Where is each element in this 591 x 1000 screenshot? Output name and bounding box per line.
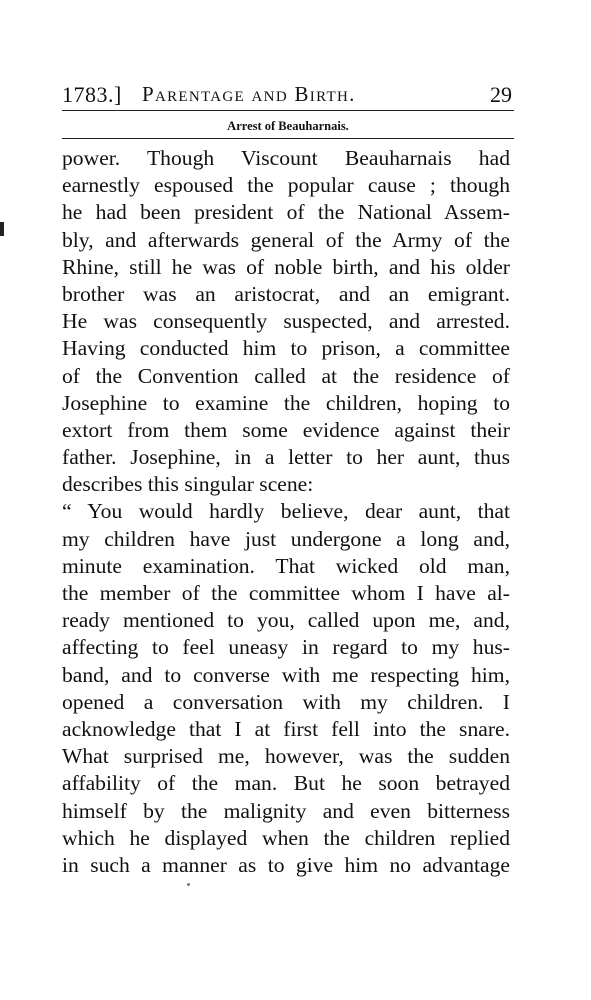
- text-line: Rhine, still he was of noble birth, and his older: [62, 254, 510, 279]
- running-head-title: Parentage and Birth.: [142, 82, 356, 106]
- text-line: father. Josephine, in a letter to her aunt, thus: [62, 445, 510, 470]
- running-head: [62, 80, 514, 110]
- text-line: What surprised me, however, was the sudden: [62, 744, 510, 769]
- text-line: earnestly espoused the popular cause ; though: [62, 173, 510, 198]
- text-line: affecting to feel uneasy in regard to my hus-: [62, 635, 510, 660]
- text-line: describes this singular scene:: [62, 472, 314, 497]
- text-line: band, and to converse with me respecting him,: [62, 662, 510, 687]
- page-edge-mark: [0, 222, 4, 236]
- text-line: “ You would hardly believe, dear aunt, that: [62, 499, 510, 524]
- text-line: of the Convention called at the residence of: [62, 363, 510, 388]
- text-line: minute examination. That wicked old man,: [62, 553, 510, 578]
- text-line: the member of the committee whom I have al-: [62, 581, 510, 605]
- header-rule-top: [62, 110, 514, 111]
- section-side-note: Arrest of Beauharnais.: [227, 119, 349, 133]
- text-line: Josephine to examine the children, hoping to: [62, 390, 510, 415]
- text-line: which he displayed when the children replied: [62, 825, 510, 850]
- text-line: bly, and afterwards general of the Army of the: [62, 227, 510, 252]
- text-line: affability of the man. But he soon betrayed: [62, 771, 510, 796]
- text-line: in such a manner as to give him no advantage: [62, 852, 510, 877]
- text-line: my children have just undergone a long and,: [62, 526, 510, 551]
- text-line: He was consequently suspected, and arrested.: [62, 309, 510, 334]
- body-text: [62, 145, 510, 879]
- running-head-year: 1783.]: [62, 82, 122, 107]
- header-rule-bottom: [62, 138, 514, 139]
- text-line: acknowledge that I at first fell into the snare.: [62, 716, 510, 741]
- text-line: brother was an aristocrat, and an emigrant.: [62, 281, 510, 306]
- text-line: ready mentioned to you, called upon me, and,: [62, 608, 510, 633]
- text-line: Having conducted him to prison, a committee: [62, 336, 510, 361]
- text-line: extort from them some evidence against their: [62, 417, 510, 442]
- text-line: opened a conversation with my children. I: [62, 689, 510, 714]
- text-line: power. Though Viscount Beauharnais had: [62, 146, 510, 170]
- paper-speck: [187, 883, 190, 886]
- text-line: he had been president of the National Assem-: [62, 200, 510, 225]
- text-line: himself by the malignity and even bitterness: [62, 798, 510, 823]
- page-number: 29: [490, 82, 512, 107]
